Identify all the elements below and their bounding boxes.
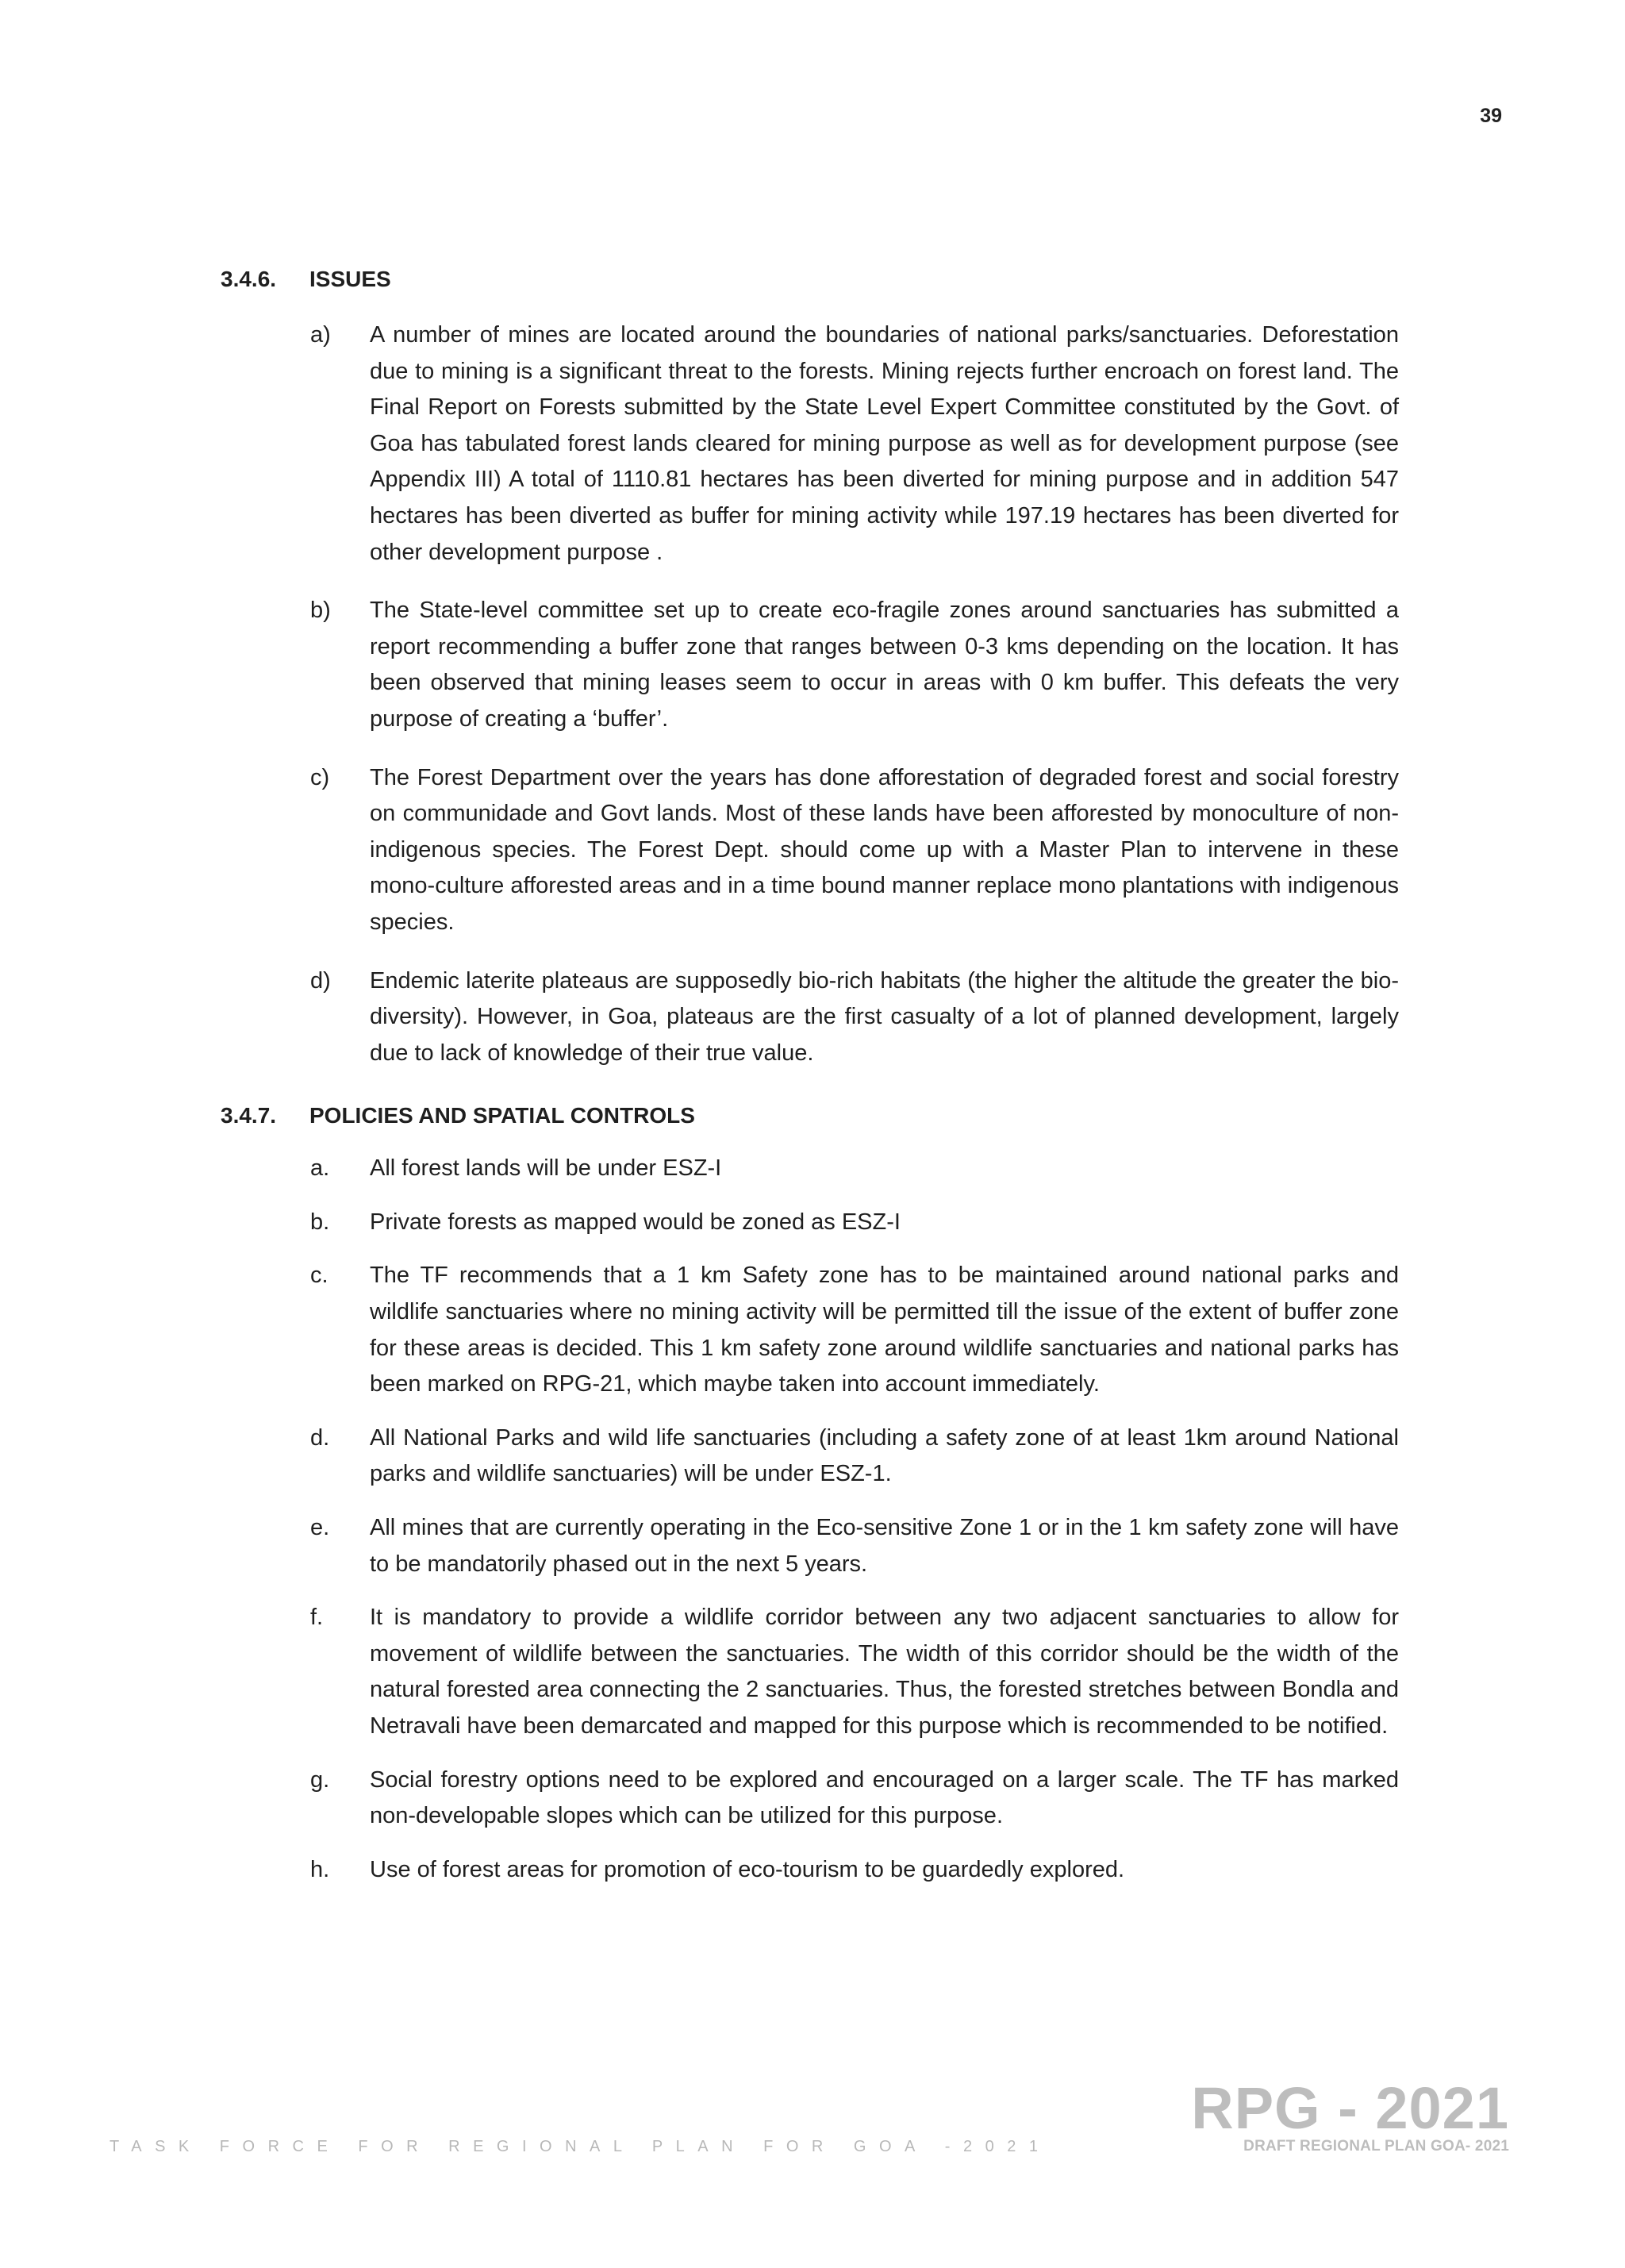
footer-task-force-text: TASK FORCE FOR REGIONAL PLAN FOR GOA -2021 xyxy=(109,2138,1051,2155)
list-marker: g. xyxy=(310,1766,330,1793)
list-marker: d) xyxy=(310,967,331,994)
document-body xyxy=(221,262,1399,1905)
list-item xyxy=(221,1763,1399,1835)
section-number: 3.4.6. xyxy=(221,267,277,291)
issues-list xyxy=(221,317,1399,1071)
section-title: ISSUES xyxy=(309,267,391,291)
policies-list xyxy=(221,1151,1399,1888)
list-item-text: The TF recommends that a 1 km Safety zone has to be maintained around national parks and wildlife sanctuaries where no mining activity will be permitted till the issue of the extent of buffer zone for these areas is decided. This 1 km safety zone around wildlife sanctuaries and national parks has been marked on RPG-21, which maybe taken into account immediately. xyxy=(370,1263,1399,1397)
list-marker: b) xyxy=(310,598,331,624)
list-item xyxy=(221,1205,1399,1241)
section-number: 3.4.7. xyxy=(221,1103,277,1128)
list-item xyxy=(221,593,1399,737)
list-item xyxy=(221,1510,1399,1582)
list-item-text: All mines that are currently operating in the Eco-sensitive Zone 1 or in the 1 km safety zone will have to be mandatorily phased out in the next 5 years. xyxy=(370,1515,1399,1577)
list-item-text: A number of mines are located around the boundaries of national parks/sanctuaries. Deforestation due to mining is a significant threat to the forests. Mining rejects further encroach on forest land. The Final Report on Forests submitted by the State Level Expert Committee constituted by the Govt. of Goa has tabulated forest lands cleared for mining purpose as well as for development purpose (see Appendix III) A total of 1110.81 hectares has been diverted for mining purpose and in addition 547 hectares has been diverted as buffer for mining activity while 197.19 hectares has been diverted for other development purpose . xyxy=(370,322,1399,565)
section-heading-issues xyxy=(221,262,1399,297)
list-item xyxy=(221,1852,1399,1889)
list-item-text: The Forest Department over the years has done afforestation of degraded forest and social forestry on communidade and Govt lands. Most of these lands have been afforested by monoculture of non-indigenous species. The Forest Dept. should come up with a Master Plan to intervene in these mono-culture afforested areas and in a time bound manner replace mono plantations with indigenous species. xyxy=(370,764,1399,935)
list-marker: f. xyxy=(310,1605,324,1631)
list-item xyxy=(221,317,1399,571)
list-item xyxy=(221,963,1399,1072)
footer-brand xyxy=(1191,2075,1509,2155)
list-marker: b. xyxy=(310,1209,330,1235)
list-marker: a) xyxy=(310,322,331,348)
list-item-text: Endemic laterite plateaus are supposedly bio-rich habitats (the higher the altitude the greater the bio-diversity). However, in Goa, plateaus are the first casualty of a lot of planned development, largely due to lack of knowledge of their true value. xyxy=(370,967,1399,1066)
list-item xyxy=(221,1600,1399,1744)
list-item xyxy=(221,1151,1399,1187)
list-item-text: All forest lands will be under ESZ-I xyxy=(370,1155,722,1182)
page-number: 39 xyxy=(1480,105,1502,127)
list-item-text: Use of forest areas for promotion of eco-tourism to be guardedly explored. xyxy=(370,1856,1125,1882)
list-marker: c. xyxy=(310,1263,328,1289)
list-item xyxy=(221,760,1399,941)
list-marker: e. xyxy=(310,1515,330,1541)
list-item-text: The State-level committee set up to create eco-fragile zones around sanctuaries has submitted a report recommending a buffer zone that ranges between 0-3 kms depending on the location. It has been observed that mining leases seem to occur in areas with 0 km buffer. This defeats the very purpose of creating a ‘buffer’. xyxy=(370,598,1399,732)
list-item-text: It is mandatory to provide a wildlife corridor between any two adjacent sanctuaries to allow for movement of wildlife between the sanctuaries. The width of this corridor should be the width of the natural forested area connecting the 2 sanctuaries. Thus, the forested stretches between Bondla and Netravali have been demarcated and mapped for this purpose which is recommended to be notified. xyxy=(370,1605,1399,1739)
list-item-text: Private forests as mapped would be zoned as ESZ-I xyxy=(370,1209,901,1235)
list-item-text: Social forestry options need to be explored and encouraged on a larger scale. The TF has marked non-developable slopes which can be utilized for this purpose. xyxy=(370,1766,1399,1829)
list-item xyxy=(221,1420,1399,1493)
list-marker: d. xyxy=(310,1424,330,1451)
list-marker: a. xyxy=(310,1155,330,1182)
list-item xyxy=(221,1258,1399,1402)
section-heading-policies xyxy=(221,1098,1399,1133)
section-title: POLICIES AND SPATIAL CONTROLS xyxy=(309,1103,695,1128)
list-marker: h. xyxy=(310,1856,330,1882)
list-item-text: All National Parks and wild life sanctuaries (including a safety zone of at least 1km around National parks and wildlife sanctuaries) will be under ESZ-1. xyxy=(370,1424,1399,1487)
brand-title: RPG - 2021 xyxy=(1191,2075,1509,2141)
list-marker: c) xyxy=(310,764,330,790)
brand-subtitle: DRAFT REGIONAL PLAN GOA- 2021 xyxy=(1243,2138,1509,2155)
